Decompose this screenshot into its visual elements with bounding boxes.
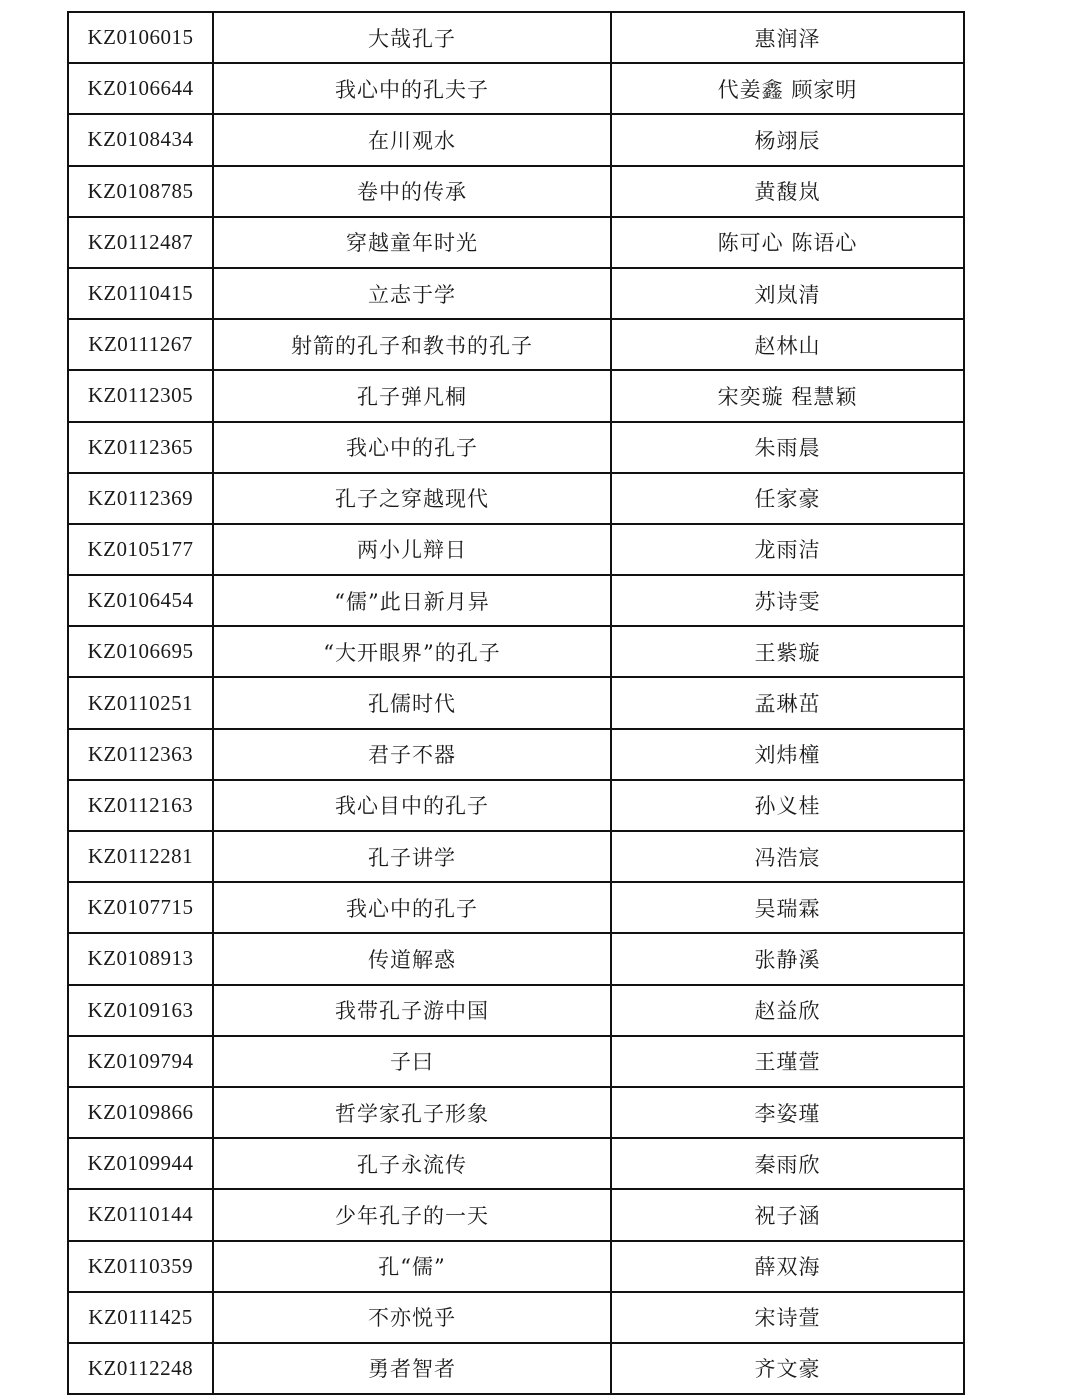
entry-id-cell: KZ0112248: [68, 1343, 213, 1394]
work-title-cell: 孔“儒”: [213, 1241, 611, 1292]
table-row: [68, 319, 964, 370]
table-row: [68, 524, 964, 575]
entry-id-cell: KZ0111267: [68, 319, 213, 370]
work-title-cell: 不亦悦乎: [213, 1292, 611, 1343]
table-row: [68, 1292, 964, 1343]
table-row: [68, 370, 964, 421]
table-row: [68, 1036, 964, 1087]
author-name-cell: 王瑾萱: [611, 1036, 964, 1087]
results-table: [67, 11, 965, 1395]
entry-id-cell: KZ0108785: [68, 166, 213, 217]
author-name-cell: 王紫璇: [611, 626, 964, 677]
entry-id-cell: KZ0106015: [68, 12, 213, 63]
work-title-cell: 传道解惑: [213, 933, 611, 984]
work-title-cell: 卷中的传承: [213, 166, 611, 217]
author-name-cell: 惠润泽: [611, 12, 964, 63]
entry-id-cell: KZ0112305: [68, 370, 213, 421]
entry-id-cell: KZ0112365: [68, 422, 213, 473]
table-row: [68, 12, 964, 63]
work-title-cell: 在川观水: [213, 114, 611, 165]
table-row: [68, 729, 964, 780]
table-row: [68, 575, 964, 626]
table-row: [68, 677, 964, 728]
table-row: [68, 63, 964, 114]
entry-id-cell: KZ0112369: [68, 473, 213, 524]
entry-id-cell: KZ0110251: [68, 677, 213, 728]
author-name-cell: 张静溪: [611, 933, 964, 984]
author-name-cell: 苏诗雯: [611, 575, 964, 626]
author-name-cell: 代姜鑫 顾家明: [611, 63, 964, 114]
entry-id-cell: KZ0112363: [68, 729, 213, 780]
author-name-cell: 孙义桂: [611, 780, 964, 831]
entry-id-cell: KZ0109866: [68, 1087, 213, 1138]
work-title-cell: 我心中的孔子: [213, 422, 611, 473]
entry-id-cell: KZ0107715: [68, 882, 213, 933]
entry-id-cell: KZ0108913: [68, 933, 213, 984]
author-name-cell: 赵林山: [611, 319, 964, 370]
work-title-cell: 哲学家孔子形象: [213, 1087, 611, 1138]
author-name-cell: 刘炜橦: [611, 729, 964, 780]
work-title-cell: 孔子之穿越现代: [213, 473, 611, 524]
table-row: [68, 1138, 964, 1189]
table-row: [68, 166, 964, 217]
work-title-cell: 我带孔子游中国: [213, 985, 611, 1036]
entry-id-cell: KZ0105177: [68, 524, 213, 575]
table-row: [68, 985, 964, 1036]
work-title-cell: “儒”此日新月异: [213, 575, 611, 626]
entry-id-cell: KZ0110144: [68, 1189, 213, 1240]
author-name-cell: 薛双海: [611, 1241, 964, 1292]
author-name-cell: 宋诗萱: [611, 1292, 964, 1343]
table-body: [68, 12, 964, 1394]
work-title-cell: “大开眼界”的孔子: [213, 626, 611, 677]
table-row: [68, 217, 964, 268]
author-name-cell: 吴瑞霖: [611, 882, 964, 933]
work-title-cell: 孔儒时代: [213, 677, 611, 728]
author-name-cell: 刘岚清: [611, 268, 964, 319]
author-name-cell: 龙雨洁: [611, 524, 964, 575]
work-title-cell: 穿越童年时光: [213, 217, 611, 268]
author-name-cell: 齐文豪: [611, 1343, 964, 1394]
table-row: [68, 1189, 964, 1240]
author-name-cell: 孟琳茁: [611, 677, 964, 728]
author-name-cell: 秦雨欣: [611, 1138, 964, 1189]
table-row: [68, 1343, 964, 1394]
table-row: [68, 882, 964, 933]
table-row: [68, 473, 964, 524]
author-name-cell: 宋奕璇 程慧颖: [611, 370, 964, 421]
entry-id-cell: KZ0109944: [68, 1138, 213, 1189]
table-row: [68, 626, 964, 677]
work-title-cell: 我心中的孔夫子: [213, 63, 611, 114]
work-title-cell: 立志于学: [213, 268, 611, 319]
author-name-cell: 杨翊辰: [611, 114, 964, 165]
table-row: [68, 1241, 964, 1292]
table-row: [68, 780, 964, 831]
entry-id-cell: KZ0106695: [68, 626, 213, 677]
entry-id-cell: KZ0112487: [68, 217, 213, 268]
work-title-cell: 子曰: [213, 1036, 611, 1087]
table-row: [68, 1087, 964, 1138]
author-name-cell: 李姿瑾: [611, 1087, 964, 1138]
work-title-cell: 少年孔子的一天: [213, 1189, 611, 1240]
entry-id-cell: KZ0106644: [68, 63, 213, 114]
entry-id-cell: KZ0111425: [68, 1292, 213, 1343]
work-title-cell: 孔子永流传: [213, 1138, 611, 1189]
table-row: [68, 268, 964, 319]
table-row: [68, 933, 964, 984]
work-title-cell: 勇者智者: [213, 1343, 611, 1394]
author-name-cell: 冯浩宸: [611, 831, 964, 882]
work-title-cell: 孔子弹凡桐: [213, 370, 611, 421]
entry-id-cell: KZ0110359: [68, 1241, 213, 1292]
table-row: [68, 831, 964, 882]
author-name-cell: 黄馥岚: [611, 166, 964, 217]
author-name-cell: 祝子涵: [611, 1189, 964, 1240]
entry-id-cell: KZ0112163: [68, 780, 213, 831]
author-name-cell: 任家豪: [611, 473, 964, 524]
table-row: [68, 422, 964, 473]
work-title-cell: 大哉孔子: [213, 12, 611, 63]
author-name-cell: 朱雨晨: [611, 422, 964, 473]
work-title-cell: 君子不器: [213, 729, 611, 780]
work-title-cell: 两小儿辩日: [213, 524, 611, 575]
work-title-cell: 我心目中的孔子: [213, 780, 611, 831]
work-title-cell: 我心中的孔子: [213, 882, 611, 933]
author-name-cell: 陈可心 陈语心: [611, 217, 964, 268]
entry-id-cell: KZ0108434: [68, 114, 213, 165]
work-title-cell: 射箭的孔子和教书的孔子: [213, 319, 611, 370]
entry-id-cell: KZ0110415: [68, 268, 213, 319]
entry-id-cell: KZ0106454: [68, 575, 213, 626]
entry-id-cell: KZ0109794: [68, 1036, 213, 1087]
table-row: [68, 114, 964, 165]
entry-id-cell: KZ0112281: [68, 831, 213, 882]
author-name-cell: 赵益欣: [611, 985, 964, 1036]
work-title-cell: 孔子讲学: [213, 831, 611, 882]
entry-id-cell: KZ0109163: [68, 985, 213, 1036]
